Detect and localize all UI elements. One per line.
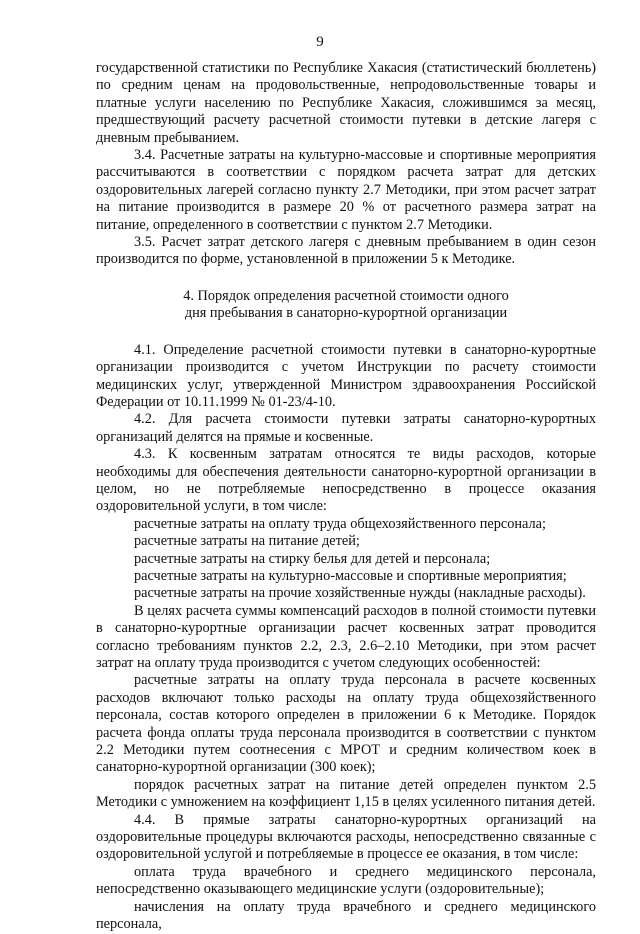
- paragraph: начисления на оплату труда врачебного и среднего медицинского персонала,: [96, 898, 596, 933]
- list-item: расчетные затраты на оплату труда общехозяйственного персонала;: [134, 515, 546, 532]
- list-item: расчетные затраты на культурно-массовые и спортивные мероприятия;: [134, 567, 567, 584]
- paragraph: 4.3. К косвенным затратам относятся те виды расходов, которые необходимы для обеспечения деятельности санаторно-курортной организации в целом, но не потребляемые непосредственно в процессе оказания оздоровительной услуги, в том числе:: [96, 446, 596, 515]
- paragraph: порядок расчетных затрат на питание детей определен пунктом 2.5 Методики с умножением на коэффициент 1,15 в целях усиленного питания детей.: [96, 776, 596, 811]
- paragraph: 3.4. Расчетные затраты на культурно-массовые и спортивные мероприятия рассчитываются в соответствии с порядком расчета затрат для детских оздоровительных лагерей согласно пункту 2.7 Методики, при этом расчет затрат на питание производится в размере 20 % от расчетного размера затрат на питание, определенного в соответствии с пунктом 2.7 Методики.: [96, 147, 596, 233]
- paragraph: 4.4. В прямые затраты санаторно-курортных организаций на оздоровительные процедуры включаются расходы, непосредственно связанные с оздоровительной услугой и потребляемые в процессе ее оказания, в том числе:: [96, 811, 596, 863]
- paragraph: В целях расчета суммы компенсаций расходов в полной стоимости путевки в санаторно-курортные организации расчет косвенных затрат проводится согласно требованиям пунктов 2.2, 2.3, 2.6–2.10 Методики, при этом расчет затрат на оплату труда производится с учетом следующих особенностей:: [96, 602, 596, 671]
- section-heading-line: 4. Порядок определения расчетной стоимости одного: [183, 287, 509, 304]
- paragraph: оплата труда врачебного и среднего медицинского персонала, непосредственно оказывающего медицинские услуги (оздоровительные);: [96, 863, 596, 898]
- paragraph: государственной статистики по Республике Хакасия (статистический бюллетень) по средним ценам на продовольственные, непродовольственные товары и платные услуги населению по Республике Хакасия, сложившимся за месяц, предшествующий расчету расчетной стоимости путевки в детские лагеря с дневным пребыванием.: [96, 60, 596, 146]
- section-heading-line: дня пребывания в санаторно-курортной организации: [184, 305, 508, 322]
- list-item: расчетные затраты на прочие хозяйственные нужды (накладные расходы).: [134, 585, 586, 602]
- paragraph: 4.1. Определение расчетной стоимости путевки в санаторно-курортные организации производится с учетом Инструкции по расчету стоимости медицинских услуг, утвержденной Министром здравоохранения Российской Федерации от 10.11.1999 № 01-23/4-10.: [96, 341, 596, 410]
- page-number: 9: [316, 34, 324, 50]
- paragraph: расчетные затраты на оплату труда персонала в расчете косвенных расходов включают только расходы на оплату труда общехозяйственного персонала, состав которого определен в приложении 6 к Методике. Порядок расчета фонда оплаты труда персонала производится в соответствии с пунктом 2.2 Методики путем соотнесения с МРОТ и средним количеством коек в санаторно-курортной организации (300 коек);: [96, 672, 596, 776]
- list-item: расчетные затраты на стирку белья для детей и персонала;: [134, 550, 491, 567]
- document-body: [96, 60, 596, 934]
- list-item: расчетные затраты на питание детей;: [134, 533, 360, 550]
- section-heading: [96, 288, 596, 323]
- paragraph: 3.5. Расчет затрат детского лагеря с дневным пребыванием в один сезон производится по форме, установленной в приложении 5 к Методике.: [96, 234, 596, 268]
- paragraph: 4.2. Для расчета стоимости путевки затраты санаторно-курортных организаций делятся на прямые и косвенные.: [96, 411, 596, 445]
